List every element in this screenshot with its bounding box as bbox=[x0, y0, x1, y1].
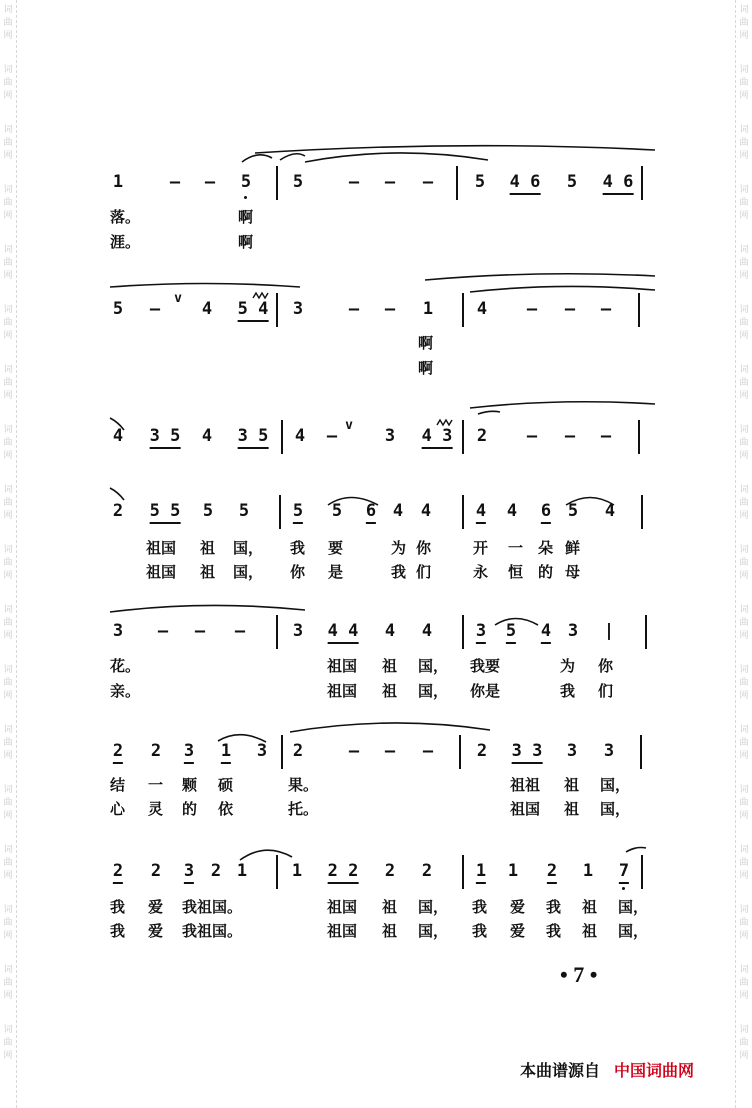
watermark-stamp: 词曲网 bbox=[3, 785, 13, 821]
note: 3 bbox=[566, 741, 578, 761]
slur bbox=[255, 146, 655, 153]
lyric: 鲜 bbox=[565, 539, 581, 557]
note: 4 bbox=[476, 299, 488, 319]
watermark-stamp: 词曲网 bbox=[3, 965, 13, 1001]
note: 2 bbox=[150, 861, 162, 881]
note-pair: 4 6 bbox=[510, 172, 541, 195]
note: 4 bbox=[541, 621, 551, 644]
note: 3 bbox=[292, 621, 304, 641]
lyric: 国， bbox=[618, 898, 649, 916]
lyric: 心 bbox=[110, 800, 126, 818]
lyric: 国， bbox=[418, 657, 449, 675]
note: 2 bbox=[112, 501, 124, 521]
lyric: 我 bbox=[110, 922, 126, 940]
note: 5 bbox=[202, 501, 214, 521]
lyric: 为 bbox=[560, 657, 576, 675]
watermark-stamp: 词曲网 bbox=[3, 365, 13, 401]
lyric: 祖 bbox=[382, 657, 398, 675]
note: 4 bbox=[384, 621, 396, 641]
note: 2 bbox=[476, 741, 488, 761]
lyric: 爱 bbox=[510, 898, 526, 916]
lyric: 国， bbox=[233, 563, 264, 581]
note: 3 bbox=[476, 621, 486, 644]
note: 5 bbox=[474, 172, 486, 192]
note: 1 bbox=[582, 861, 594, 881]
watermark-stamp: 词曲网 bbox=[739, 1025, 749, 1061]
dash: — bbox=[169, 172, 181, 192]
watermark-stamp: 词曲网 bbox=[739, 545, 749, 581]
page-number: • 7 • bbox=[560, 962, 598, 987]
lyric: 永 bbox=[473, 563, 489, 581]
watermark-stamp: 词曲网 bbox=[3, 185, 13, 221]
lyric: 我 bbox=[110, 898, 126, 916]
lyric: 祖国 bbox=[146, 563, 177, 581]
slur bbox=[470, 286, 655, 292]
lyric: 祖祖 bbox=[510, 776, 541, 794]
lyric: 托。 bbox=[288, 800, 319, 818]
note: 2 bbox=[384, 861, 396, 881]
note: 2 bbox=[210, 861, 222, 881]
slur bbox=[290, 723, 490, 732]
watermark-stamp: 词曲网 bbox=[739, 785, 749, 821]
lyric: 我 bbox=[472, 898, 488, 916]
dash: — bbox=[600, 299, 612, 319]
note: 6 bbox=[366, 501, 376, 524]
lyric: 爱 bbox=[148, 898, 164, 916]
dash: — bbox=[348, 172, 360, 192]
lyric: 啊 bbox=[238, 208, 254, 226]
note: 2 bbox=[476, 426, 488, 446]
breath-mark: v bbox=[345, 418, 353, 433]
dash: — bbox=[348, 299, 360, 319]
lyric: 要 bbox=[328, 539, 344, 557]
lyric: 国， bbox=[418, 682, 449, 700]
source-site-link[interactable]: 中国词曲网 bbox=[614, 1061, 695, 1080]
watermark-stamp: 词曲网 bbox=[739, 125, 749, 161]
lyric: 祖 bbox=[564, 776, 580, 794]
watermark-stamp: 词曲网 bbox=[739, 245, 749, 281]
lyric: 恒 bbox=[508, 563, 524, 581]
lyric: 国， bbox=[233, 539, 264, 557]
slur bbox=[110, 488, 124, 500]
watermark-stamp: 词曲网 bbox=[739, 185, 749, 221]
lyric: 啊 bbox=[238, 233, 254, 251]
dash: — bbox=[564, 299, 576, 319]
lyric: 祖国 bbox=[146, 539, 177, 557]
slur bbox=[566, 498, 614, 506]
lyric: 祖国 bbox=[327, 922, 358, 940]
note: 5 bbox=[331, 501, 343, 521]
slur bbox=[110, 605, 305, 612]
note-pair: 2 2 bbox=[328, 861, 359, 884]
lyric: 祖 bbox=[382, 898, 398, 916]
note: 2 bbox=[292, 741, 304, 761]
watermark-stamp: 词曲网 bbox=[739, 845, 749, 881]
lyric: 啊 bbox=[418, 334, 434, 352]
slur bbox=[280, 154, 305, 160]
lyric: 我祖国。 bbox=[182, 922, 243, 940]
slur bbox=[425, 274, 655, 280]
note: 1 bbox=[422, 299, 434, 319]
dash: — bbox=[422, 741, 434, 761]
lyric: 颗 bbox=[182, 776, 198, 794]
lyric: 祖 bbox=[582, 898, 598, 916]
watermark-stamp: 词曲网 bbox=[3, 545, 13, 581]
note: 5 bbox=[566, 172, 578, 192]
note-pair: 3 3 bbox=[512, 741, 543, 764]
lyric: 一 bbox=[148, 776, 164, 794]
dash: — bbox=[384, 741, 396, 761]
watermark-stamp: 词曲网 bbox=[739, 725, 749, 761]
lyric: 爱 bbox=[148, 922, 164, 940]
note: 3 bbox=[567, 621, 579, 641]
lyric: 国， bbox=[600, 776, 631, 794]
lyric: 涯。 bbox=[110, 233, 141, 251]
note: 3 bbox=[112, 621, 124, 641]
lyric: 我 bbox=[546, 898, 562, 916]
watermark-stamp: 词曲网 bbox=[3, 725, 13, 761]
lyric: 开 bbox=[473, 539, 489, 557]
lyric: 你 bbox=[290, 563, 306, 581]
watermark-stamp: 词曲网 bbox=[3, 5, 13, 41]
lyric: 祖国 bbox=[327, 898, 358, 916]
dash: — bbox=[422, 172, 434, 192]
watermark-stamp: 词曲网 bbox=[739, 305, 749, 341]
lyric: 母 bbox=[565, 563, 581, 581]
note: 6 bbox=[541, 501, 551, 524]
note: 3 bbox=[184, 741, 194, 764]
watermark-stamp: 词曲网 bbox=[739, 5, 749, 41]
lyric: 灵 bbox=[148, 800, 164, 818]
lyric: 一 bbox=[508, 539, 524, 557]
dash: — bbox=[149, 299, 161, 319]
note: 4 bbox=[421, 621, 433, 641]
note: 2 bbox=[150, 741, 162, 761]
dash: — bbox=[157, 621, 169, 641]
lyric: 们 bbox=[598, 682, 614, 700]
lyric: 国， bbox=[418, 922, 449, 940]
lyric: 的 bbox=[538, 563, 554, 581]
watermark-stamp: 词曲网 bbox=[3, 425, 13, 461]
source-label: 本曲谱源自 bbox=[520, 1061, 601, 1080]
note: 4 bbox=[420, 501, 432, 521]
lyric: 国， bbox=[618, 922, 649, 940]
slur bbox=[478, 411, 500, 414]
trill-mark bbox=[437, 420, 452, 425]
watermark-stamp: 词曲网 bbox=[739, 905, 749, 941]
lyric: 花。 bbox=[110, 657, 141, 675]
lyric: 祖 bbox=[382, 922, 398, 940]
note: 4 bbox=[112, 426, 124, 446]
note: 5 bbox=[567, 501, 579, 521]
dash: — bbox=[384, 172, 396, 192]
note-pair: 5 5 bbox=[150, 501, 181, 524]
dash: — bbox=[194, 621, 206, 641]
note: 2 bbox=[421, 861, 433, 881]
note: 2 bbox=[113, 741, 123, 764]
watermark-stamp: 词曲网 bbox=[3, 125, 13, 161]
note: 1 bbox=[476, 861, 486, 884]
lyric: 的 bbox=[182, 800, 198, 818]
watermark-stamp: 词曲网 bbox=[739, 965, 749, 1001]
note: 4 bbox=[476, 501, 486, 524]
lyric: 我 bbox=[546, 922, 562, 940]
note-pair: 4 6 bbox=[603, 172, 634, 195]
note: 5 bbox=[240, 172, 252, 192]
slur bbox=[626, 848, 646, 853]
dash: — bbox=[564, 426, 576, 446]
slur bbox=[495, 619, 538, 626]
watermark-stamp: 词曲网 bbox=[739, 425, 749, 461]
lyric: 们 bbox=[416, 563, 432, 581]
note: 3 bbox=[256, 741, 268, 761]
lyric: 我祖国。 bbox=[182, 898, 243, 916]
note: 3 bbox=[603, 741, 615, 761]
lyric: 果。 bbox=[288, 776, 319, 794]
lyric: 祖 bbox=[564, 800, 580, 818]
note: 5 bbox=[293, 501, 303, 524]
lyric: 我 bbox=[560, 682, 576, 700]
watermark-stamp: 词曲网 bbox=[739, 605, 749, 641]
watermark-stamp: 词曲网 bbox=[739, 365, 749, 401]
note: 1 bbox=[112, 172, 124, 192]
lyric: 爱 bbox=[510, 922, 526, 940]
watermark-stamp: 词曲网 bbox=[739, 665, 749, 701]
note: 4 bbox=[201, 426, 213, 446]
lyric: 国， bbox=[600, 800, 631, 818]
lyric: 祖 bbox=[382, 682, 398, 700]
slur bbox=[305, 153, 488, 162]
watermark-stamp: 词曲网 bbox=[3, 305, 13, 341]
trill-mark bbox=[253, 293, 268, 298]
slur bbox=[242, 155, 272, 162]
lyric: 祖 bbox=[582, 922, 598, 940]
note-pair: 4 3 bbox=[422, 426, 453, 449]
slur bbox=[110, 418, 124, 430]
lyric: 祖国 bbox=[510, 800, 541, 818]
dash: — bbox=[348, 741, 360, 761]
lyric: 结 bbox=[110, 776, 126, 794]
note: | bbox=[603, 621, 615, 641]
note: 1 bbox=[507, 861, 519, 881]
note: 4 bbox=[201, 299, 213, 319]
watermark-stamp: 词曲网 bbox=[739, 65, 749, 101]
note: 1 bbox=[236, 861, 248, 881]
lyric: 祖国 bbox=[327, 657, 358, 675]
slur bbox=[328, 498, 378, 506]
watermark-stamp: 词曲网 bbox=[3, 905, 13, 941]
lyric: 亲。 bbox=[110, 682, 141, 700]
watermark-stamp: 词曲网 bbox=[3, 1025, 13, 1061]
lyric: 国， bbox=[418, 898, 449, 916]
lyric: 你是 bbox=[470, 682, 501, 700]
dash: — bbox=[526, 426, 538, 446]
lyric: 祖国 bbox=[327, 682, 358, 700]
lyric: 依 bbox=[218, 800, 234, 818]
note: 4 bbox=[506, 501, 518, 521]
lyric: 我 bbox=[472, 922, 488, 940]
note-pair: 3 5 bbox=[150, 426, 181, 449]
dash: — bbox=[384, 299, 396, 319]
watermark-stamp: 词曲网 bbox=[3, 485, 13, 521]
lyric: 我要 bbox=[470, 657, 501, 675]
watermark-stamp: 词曲网 bbox=[739, 485, 749, 521]
note: 5 bbox=[112, 299, 124, 319]
watermark-stamp: 词曲网 bbox=[3, 65, 13, 101]
lyric: 我 bbox=[290, 539, 306, 557]
slur bbox=[110, 284, 300, 288]
lyric: 是 bbox=[328, 563, 344, 581]
note: 3 bbox=[292, 299, 304, 319]
note: 4 bbox=[392, 501, 404, 521]
note: 2 bbox=[113, 861, 123, 884]
dash: — bbox=[234, 621, 246, 641]
lyric: 啊 bbox=[418, 359, 434, 377]
note: 1 bbox=[221, 741, 231, 764]
note: 5 bbox=[292, 172, 304, 192]
note: 5 bbox=[506, 621, 516, 644]
lyric: 祖 bbox=[200, 539, 216, 557]
lyric: 为 bbox=[391, 539, 407, 557]
lyric: 你 bbox=[598, 657, 614, 675]
lyric: 硕 bbox=[218, 776, 234, 794]
note-pair: 3 5 bbox=[238, 426, 269, 449]
note: 4 bbox=[294, 426, 306, 446]
note: 5 bbox=[238, 501, 250, 521]
dash: — bbox=[600, 426, 612, 446]
slur bbox=[470, 402, 655, 408]
watermark-stamp: 词曲网 bbox=[3, 245, 13, 281]
dash: — bbox=[526, 299, 538, 319]
note: 1 bbox=[291, 861, 303, 881]
lyric: 落。 bbox=[110, 208, 141, 226]
note-pair: 4 4 bbox=[328, 621, 359, 644]
note: 3 bbox=[384, 426, 396, 446]
lyric: 祖 bbox=[200, 563, 216, 581]
dash: — bbox=[326, 426, 338, 446]
watermark-stamp: 词曲网 bbox=[3, 665, 13, 701]
lyric: 你 bbox=[416, 539, 432, 557]
slur bbox=[240, 850, 292, 860]
note: 3 bbox=[184, 861, 194, 884]
slur bbox=[218, 735, 266, 742]
lyric: 朵 bbox=[538, 539, 554, 557]
source-credit bbox=[520, 1058, 694, 1081]
note: 7 bbox=[619, 861, 629, 884]
watermark-stamp: 词曲网 bbox=[3, 845, 13, 881]
note: 2 bbox=[547, 861, 557, 884]
note-pair: 5 4 bbox=[238, 299, 269, 322]
lyric: 我 bbox=[391, 563, 407, 581]
breath-mark: v bbox=[174, 291, 182, 306]
watermark-stamp: 词曲网 bbox=[3, 605, 13, 641]
note: 4 bbox=[604, 501, 616, 521]
dash: — bbox=[204, 172, 216, 192]
